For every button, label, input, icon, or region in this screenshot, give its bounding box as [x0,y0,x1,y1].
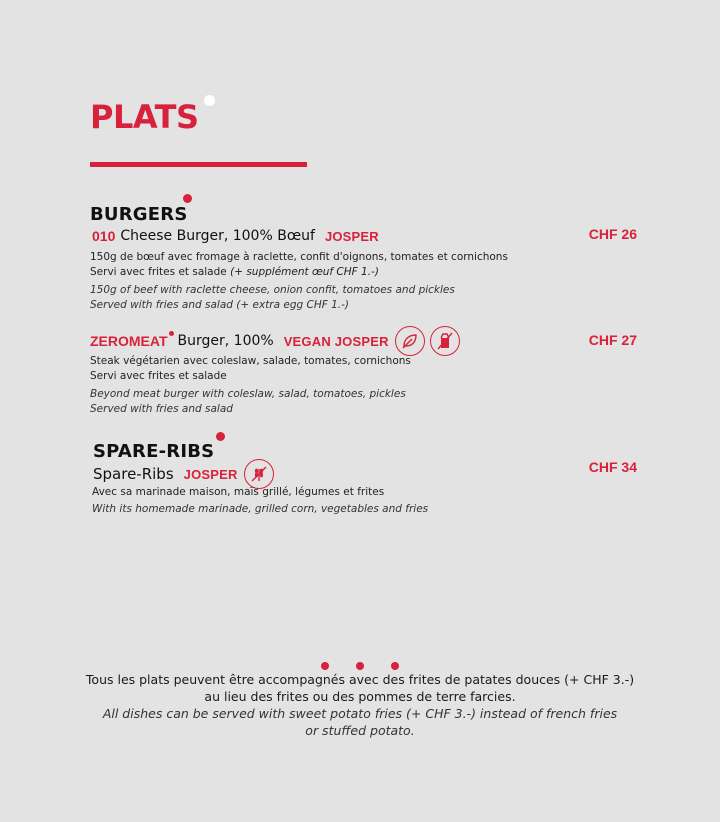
item-tag: VEGAN JOSPER [283,333,389,349]
item-description-fr [90,354,560,384]
item-name: Cheese Burger, 100% Bœuf [120,228,315,244]
heading-dot-decoration [183,194,192,203]
title-underline [90,162,307,167]
desc-en-line: Beyond meat burger with coleslaw, salad, tomatoes, pickles [90,388,406,400]
footer-note-fr-line: Tous les plats peuvent être accompagnés avec des frites de patates douces (+ CHF 3.-) [85,672,635,687]
item-name: Burger, 100% [177,333,274,349]
desc-fr-extra: (+ supplément œuf CHF 1.-) [230,266,379,278]
desc-en-line: 150g of beef with raclette cheese, onion confit, tomatoes and pickles [90,284,455,296]
desc-fr-line: Avec sa marinade maison, maïs grillé, légumes et frites [92,486,385,498]
desc-en-line: Served with fries and salad (+ extra egg CHF 1.-) [90,299,350,311]
item-brand-text: ZEROMEAT [90,333,168,349]
plant-based-carton-icon [430,326,460,356]
footer-dot-decoration [321,662,329,670]
heading-dot-decoration [216,432,225,441]
desc-fr-line: Servi avec frites et salade [90,370,227,382]
vegan-leaf-icon [395,326,425,356]
footer-dot-decoration [391,662,399,670]
item-tag: JOSPER [183,466,238,482]
item-price: CHF 34 [588,459,637,475]
item-price: CHF 26 [588,226,637,242]
item-code: 010 [92,228,116,244]
desc-en-line: Served with fries and salad [90,403,233,415]
item-description-en [90,387,560,417]
section-heading-burgers: BURGERS [90,204,188,225]
menu-item-cheese-burger [92,228,379,244]
footer-note-en-line: or stuffed potato. [305,723,415,738]
desc-fr-text: Servi avec frites et salade [90,266,227,278]
page-title: PLATS [90,98,199,136]
desc-en-line: With its homemade marinade, grilled corn, vegetables and fries [92,503,429,515]
brand-dot-decoration [169,331,174,336]
footer-note [0,671,720,739]
desc-fr-line [90,265,560,280]
footer-note-en-line: All dishes can be served with sweet potato fries (+ CHF 3.-) instead of french fries [102,706,618,721]
item-brand [90,333,168,349]
item-description [92,485,562,517]
item-description-fr [90,250,560,280]
footer-dot-decoration [356,662,364,670]
title-dot-decoration [204,95,215,106]
item-tag: JOSPER [324,228,379,244]
menu-item-zeromeat-burger [90,326,460,356]
desc-fr-line: Steak végétarien avec coleslaw, salade, tomates, cornichons [90,355,411,367]
item-name: Spare-Ribs [93,465,174,483]
footer-note-fr-line: au lieu des frites ou des pommes de terre farcies. [204,689,516,704]
item-description-en [90,283,560,313]
section-heading-spare-ribs: SPARE-RIBS [93,441,215,462]
item-price: CHF 27 [588,332,637,348]
desc-fr-line: 150g de bœuf avec fromage à raclette, confit d'oignons, tomates et cornichons [90,251,508,263]
